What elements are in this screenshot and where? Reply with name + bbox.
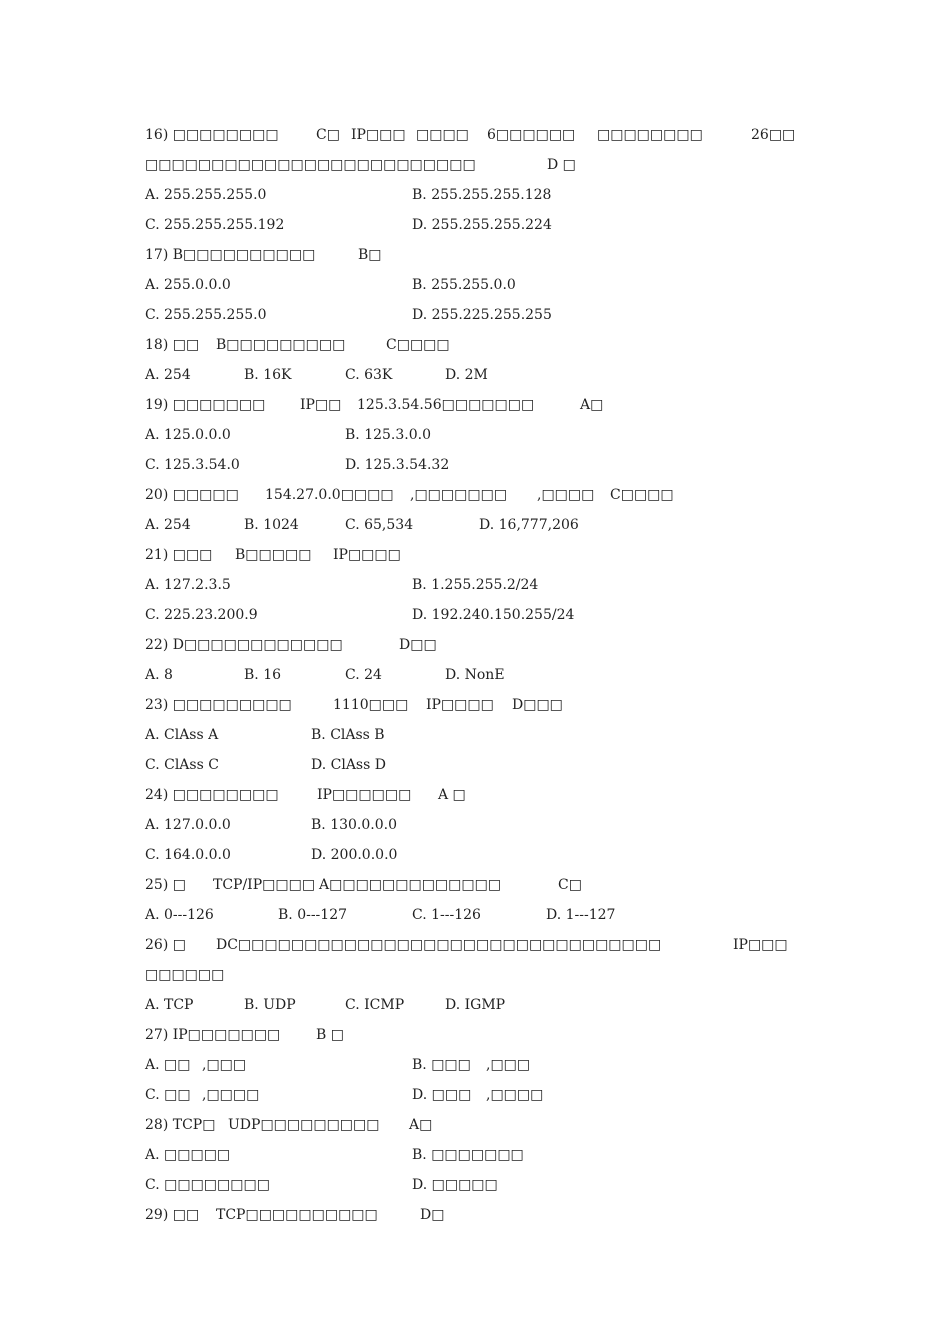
text-run: 28) TCP□: [145, 1117, 216, 1133]
option-a: A. □□□□□: [145, 1147, 231, 1163]
option-a: A. 127.0.0.0: [145, 817, 231, 833]
option-a: A. TCP: [145, 997, 194, 1013]
text-run: 6□□□□□□: [487, 127, 576, 143]
option-line: [0, 600, 950, 630]
option-d: D. NonE: [445, 667, 505, 683]
text-run: 27) IP□□□□□□□: [145, 1027, 281, 1043]
option-line: [0, 420, 950, 450]
option-d: D. 2M: [445, 367, 488, 383]
text-run: B□□□□□: [235, 547, 312, 563]
text-run: □□□□□□□□: [597, 127, 703, 143]
option-c: C. 1---126: [412, 907, 481, 923]
option-c: C. 225.23.200.9: [145, 607, 258, 623]
text-run: IP□□□□: [426, 697, 494, 713]
option-line: [0, 1170, 950, 1200]
option-c: C. 164.0.0.0: [145, 847, 231, 863]
answer: B □: [316, 1027, 344, 1043]
option-c: C. ClAss C: [145, 757, 219, 773]
option-d: D. ClAss D: [311, 757, 386, 773]
text-run: 22) D□□□□□□□□□□□□: [145, 637, 343, 653]
option-line: [0, 1050, 950, 1080]
option-line: [0, 660, 950, 690]
option-line: [0, 900, 950, 930]
option-c: C. 255.255.255.192: [145, 217, 285, 233]
answer: B□: [358, 247, 382, 263]
option-d: D. □□□: [412, 1087, 472, 1103]
option-b: B. □□□□□□□: [412, 1147, 524, 1163]
text-run: IP□□□: [351, 127, 406, 143]
text-run: DC□□□□□□□□□□□□□□□□□□□□□□□□□□□□□□□□: [216, 937, 662, 953]
text-run: ,□□□□: [537, 487, 595, 503]
answer: A □: [438, 787, 466, 803]
option-b: B. 1024: [244, 517, 299, 533]
option-line: [0, 210, 950, 240]
option-a: A. 127.2.3.5: [145, 577, 231, 593]
text-run: 1110□□□: [333, 697, 409, 713]
text-run: C□: [316, 127, 340, 143]
option-b: B. UDP: [244, 997, 296, 1013]
question-line: [0, 330, 950, 360]
answer: C□□□□: [386, 337, 450, 353]
option-c: C. 24: [345, 667, 382, 683]
question-line: [0, 540, 950, 570]
option-line: [0, 720, 950, 750]
question-line: [0, 630, 950, 660]
text-run: 154.27.0.0□□□□: [265, 487, 394, 503]
answer: C□: [558, 877, 582, 893]
option-a: A. 125.0.0.0: [145, 427, 231, 443]
answer: D□□: [399, 637, 437, 653]
option-line: [0, 180, 950, 210]
question-line: [0, 240, 950, 270]
option-line: [0, 1080, 950, 1110]
option-a: A. 8: [145, 667, 173, 683]
text-run: IP□□□□□□: [317, 787, 412, 803]
option-b: B. ClAss B: [311, 727, 385, 743]
option-b: B. 0---127: [278, 907, 348, 923]
option-d: D. 16,777,206: [479, 517, 579, 533]
text-run: TCP/IP□□□□: [213, 877, 316, 893]
question-line: [0, 1020, 950, 1050]
option-d: D. 255.225.255.255: [412, 307, 552, 323]
answer: D□□□: [512, 697, 563, 713]
option-a: A. 254: [145, 517, 191, 533]
answer: A□: [409, 1117, 433, 1133]
text-run: 26□□: [751, 127, 796, 143]
question-line: [0, 1110, 950, 1140]
answer: C□□□□: [610, 487, 674, 503]
text-line: [0, 120, 950, 150]
text-run: ,□□□: [202, 1057, 247, 1073]
text-run: ,□□□: [486, 1057, 531, 1073]
option-c: C. 125.3.54.0: [145, 457, 240, 473]
question-line: [0, 690, 950, 720]
option-a: A. □□: [145, 1057, 191, 1073]
text-run: 19) □□□□□□□: [145, 397, 266, 413]
option-line: [0, 750, 950, 780]
text-run: ,□□□□: [486, 1087, 544, 1103]
text-run: UDP□□□□□□□□□: [228, 1117, 380, 1133]
option-c: C. 255.255.255.0: [145, 307, 267, 323]
option-b: B. 16: [244, 667, 282, 683]
text-run: 26) □: [145, 937, 186, 953]
option-b: B. 1.255.255.2/24: [412, 577, 539, 593]
text-run: 25) □: [145, 877, 186, 893]
option-b: B. 255.255.0.0: [412, 277, 516, 293]
option-b: B. 130.0.0.0: [311, 817, 397, 833]
option-c: C. ICMP: [345, 997, 405, 1013]
option-d: D. 255.255.255.224: [412, 217, 552, 233]
text-run: □□□□: [416, 127, 469, 143]
option-line: [0, 300, 950, 330]
text-run: 20) □□□□□: [145, 487, 239, 503]
option-a: A. ClAss A: [145, 727, 219, 743]
option-line: [0, 510, 950, 540]
text-run: 24) □□□□□□□□: [145, 787, 279, 803]
text-run: 29) □□: [145, 1207, 200, 1223]
option-a: A. 0---126: [145, 907, 214, 923]
text-run: □□□□□□□□□□□□□□□□□□□□□□□□□: [145, 157, 476, 173]
option-a: A. 255.0.0.0: [145, 277, 231, 293]
answer: A□: [580, 397, 604, 413]
option-d: D. □□□□□: [412, 1177, 498, 1193]
text-run: D □: [547, 157, 576, 173]
question-line: [0, 780, 950, 810]
text-run: □□□□□□: [145, 967, 225, 983]
option-line: [0, 990, 950, 1020]
text-run: IP□□□□: [333, 547, 401, 563]
question-line: [0, 1200, 950, 1230]
option-line: [0, 570, 950, 600]
text-run: TCP□□□□□□□□□□: [216, 1207, 378, 1223]
text-run: 23) □□□□□□□□□: [145, 697, 292, 713]
question-line: [0, 930, 950, 960]
question-line: [0, 870, 950, 900]
option-d: D. IGMP: [445, 997, 506, 1013]
option-c: C. □□: [145, 1087, 191, 1103]
text-run: 125.3.54.56□□□□□□□: [357, 397, 535, 413]
text-run: A□□□□□□□□□□□□□: [319, 877, 502, 893]
option-line: [0, 1140, 950, 1170]
option-d: D. 1---127: [546, 907, 616, 923]
option-d: D. 125.3.54.32: [345, 457, 450, 473]
text-run: 18) □□: [145, 337, 200, 353]
option-d: D. 192.240.150.255/24: [412, 607, 575, 623]
option-b: B. 16K: [244, 367, 292, 383]
text-run: 16) □□□□□□□□: [145, 127, 279, 143]
option-line: [0, 360, 950, 390]
text-run: ,□□□□: [202, 1087, 260, 1103]
option-line: [0, 450, 950, 480]
text-run: 17) B□□□□□□□□□□: [145, 247, 316, 263]
option-line: [0, 810, 950, 840]
text-run: 21) □□□: [145, 547, 213, 563]
question-line: [0, 480, 950, 510]
answer: D□: [420, 1207, 445, 1223]
text-run: IP□□: [300, 397, 342, 413]
option-b: B. □□□: [412, 1057, 471, 1073]
text-run: B□□□□□□□□□: [216, 337, 346, 353]
text-line: [0, 150, 950, 180]
text-run: IP□□□: [733, 937, 788, 953]
text-line: [0, 960, 950, 990]
question-line: [0, 390, 950, 420]
option-c: C. 63K: [345, 367, 393, 383]
option-c: C. 65,534: [345, 517, 414, 533]
option-line: [0, 270, 950, 300]
option-a: A. 255.255.255.0: [145, 187, 267, 203]
option-d: D. 200.0.0.0: [311, 847, 398, 863]
option-line: [0, 840, 950, 870]
option-a: A. 254: [145, 367, 191, 383]
option-c: C. □□□□□□□□: [145, 1177, 270, 1193]
text-run: ,□□□□□□□: [410, 487, 508, 503]
option-b: B. 255.255.255.128: [412, 187, 552, 203]
option-b: B. 125.3.0.0: [345, 427, 431, 443]
